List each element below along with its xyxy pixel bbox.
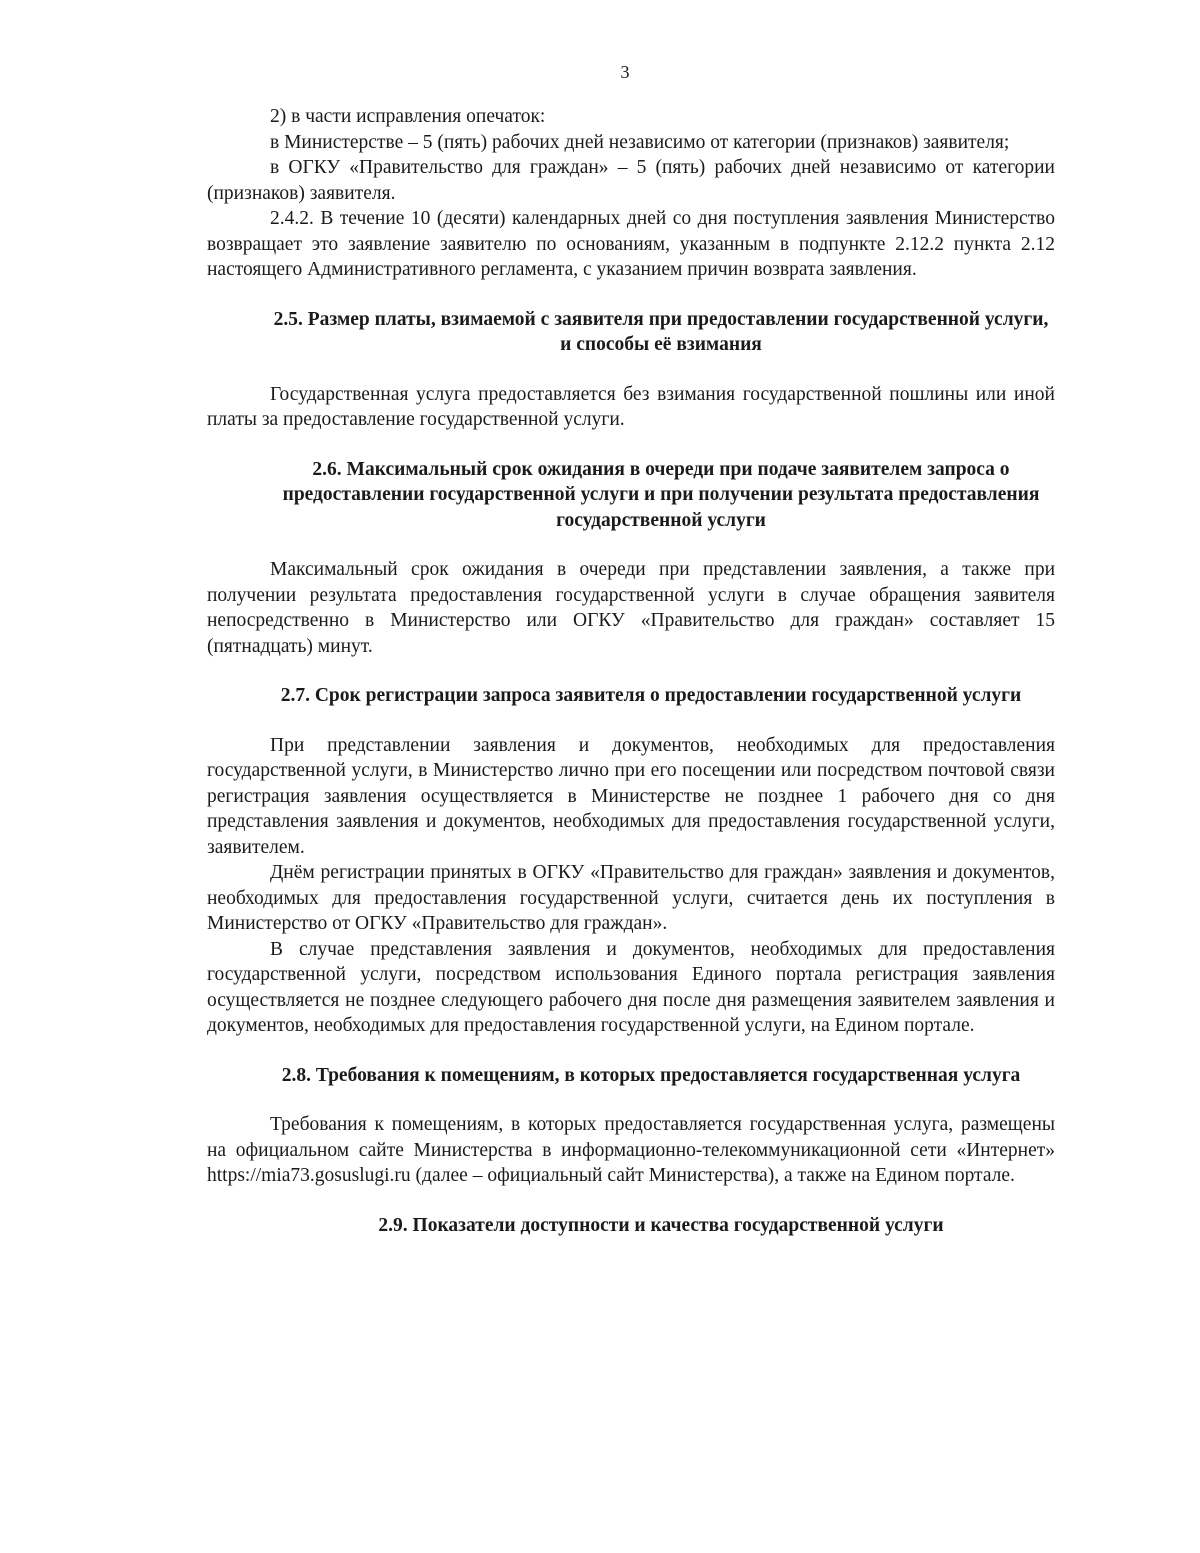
paragraph: Государственная услуга предоставляется без взимания государственной пошлины или иной платы за предоставление государственной услуги. [207,383,1055,430]
paragraph: В случае представления заявления и документов, необходимых для предоставления государственной услуги, посредством использования Единого портала регистрация заявления осуществляется не позднее следующего рабочего дня после дня размещения заявителем заявления и документов, необходимых для предоставления государственной услуги, на Едином портале. [207,938,1055,1036]
paragraph: в Министерстве – 5 (пять) рабочих дней независимо от категории (признаков) заявителя; [270,131,1010,153]
paragraph: 2) в части исправления опечаток: [270,106,546,127]
section-heading-2-9: 2.9. Показатели доступности и качества государственной услуги [378,1214,944,1236]
paragraph: Максимальный срок ожидания в очереди при представлении заявления, а также при получении результата предоставления государственной услуги в случае обращения заявителя непосредственно в Министерство или ОГКУ «Правительство для граждан» составляет 15 (пятнадцать) минут. [207,559,1055,657]
paragraph: Днём регистрации принятых в ОГКУ «Правительство для граждан» заявления и документов, необходимых для предоставления государственной услуги, считается день их поступления в Министерство от ОГКУ «Правительство для граждан». [207,862,1055,934]
paragraph: При представлении заявления и документов, необходимых для предоставления государственной услуги, в Министерство лично при его посещении или посредством почтовой связи регистрация заявления осуществляется в Министерстве не позднее 1 рабочего дня со дня представления заявления и документов, необходимых для предоставления государственной услуги, заявителем. [207,734,1055,858]
paragraph: в ОГКУ «Правительство для граждан» – 5 (пять) рабочих дней независимо от категории (признаков) заявителя. [207,157,1055,204]
page-number: 3 [620,62,630,82]
section-heading-2-5: 2.5. Размер платы, взимаемой с заявителя при предоставлении государственной услуги, и способы её взимания [273,308,1049,355]
paragraph: Требования к помещениям, в которых предоставляется государственная услуга, размещены на официальном сайте Министерства в информационно-телекоммуникационной сети «Интернет» https://mia73.gosuslugi.ru (далее – официальный сайт Министерства), а также на Едином портале. [207,1114,1055,1186]
section-heading-2-6: 2.6. Максимальный срок ожидания в очереди при подаче заявителем запроса о предоставлении государственной услуги и при получении результата предоставления государственной услуги [282,458,1040,531]
section-heading-2-7: 2.7. Срок регистрации запроса заявителя о предоставлении государственной услуги [280,685,1022,706]
document-body [207,104,1055,1238]
paragraph: 2.4.2. В течение 10 (десяти) календарных дней со дня поступления заявления Министерство возвращает это заявление заявителю по основаниям, указанным в подпункте 2.12.2 пункта 2.12 настоящего Административного регламента, с указанием причин возврата заявления. [207,208,1055,280]
section-heading-2-8: 2.8. Требования к помещениям, в которых предоставляется государственная услуга [281,1064,1021,1086]
